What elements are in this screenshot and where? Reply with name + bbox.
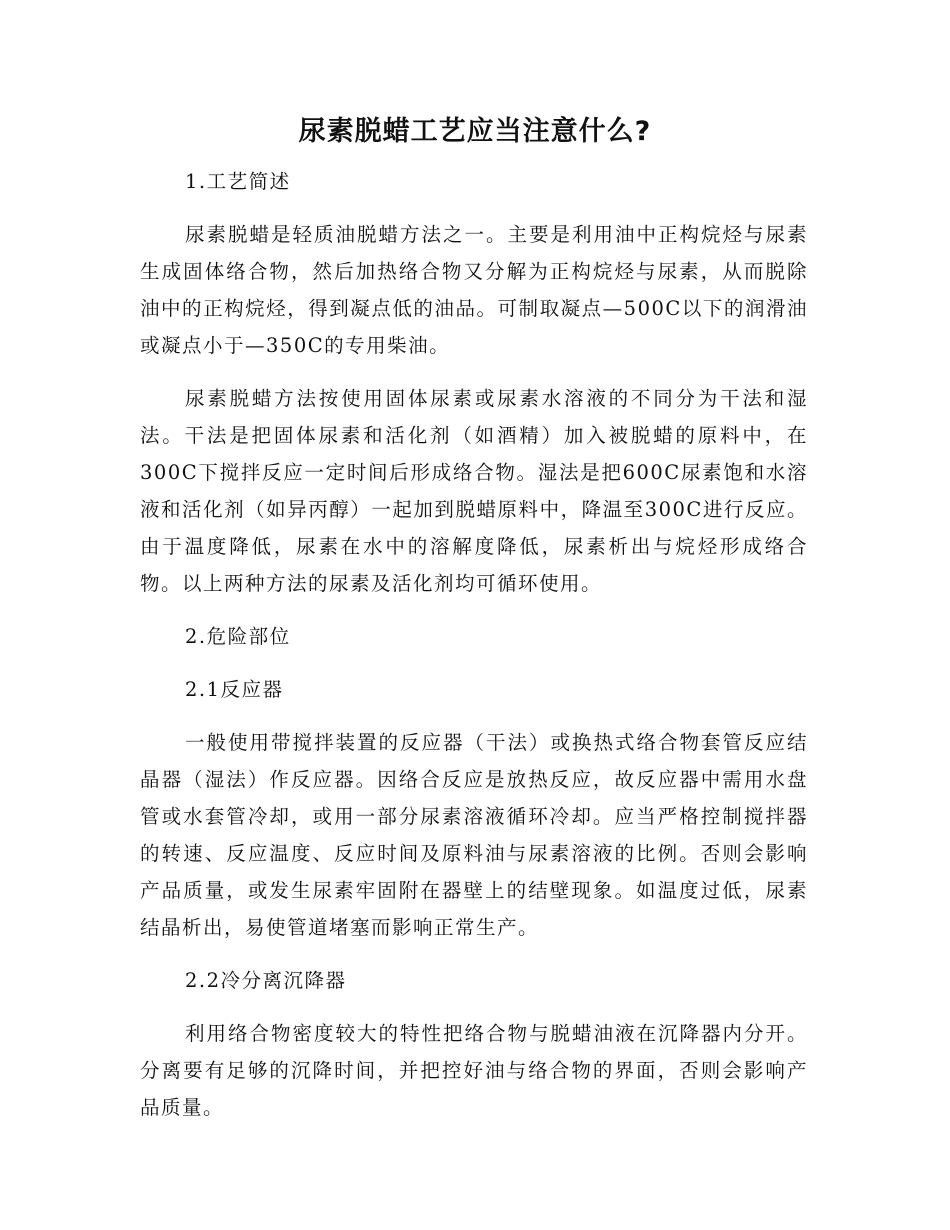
paragraph-process-overview: 尿素脱蜡是轻质油脱蜡方法之一。主要是利用油中正构烷烃与尿素生成固体络合物，然后加热络合物又分解为正构烷烃与尿素，从而脱除油中的正构烷烃，得到凝点低的油品。可制取凝点—500C以下的润滑油或凝点小于—350C的专用柴油。 bbox=[140, 223, 808, 357]
section-heading-2-1: 2.1反应器 bbox=[185, 678, 284, 701]
paragraph-reactor: 一般使用带搅拌装置的反应器（干法）或换热式络合物套管反应结晶器（湿法）作反应器。因络合反应是放热反应，故反应器中需用水盘管或水套管冷却，或用一部分尿素溶液循环冷却。应当严格控制搅拌器的转速、反应温度、反应时间及原料油与尿素溶液的比例。否则会影响产品质量，或发生尿素牢固附在器壁上的结壁现象。如温度过低，尿素结晶析出，易使管道堵塞而影响正常生产。 bbox=[140, 731, 808, 939]
paragraph-dewaxing-methods: 尿素脱蜡方法按使用固体尿素或尿素水溶液的不同分为干法和湿法。干法是把固体尿素和活化剂（如酒精）加入被脱蜡的原料中，在300C下搅拌反应一定时间后形成络合物。湿法是把600C尿素饱和水溶液和活化剂（如异丙醇）一起加到脱蜡原料中，降温至300C进行反应。由于温度降低，尿素在水中的溶解度降低，尿素析出与烷烃形成络合物。以上两种方法的尿素及活化剂均可循环使用。 bbox=[140, 387, 808, 595]
document-title: 尿素脱蜡工艺应当注意什么? bbox=[298, 116, 652, 147]
section-heading-2: 2.危险部位 bbox=[185, 625, 291, 648]
paragraph-settler: 利用络合物密度较大的特性把络合物与脱蜡油液在沉降器内分开。分离要有足够的沉降时间，并把控好油与络合物的界面，否则会影响产品质量。 bbox=[140, 1022, 808, 1119]
document-body bbox=[140, 163, 808, 1142]
section-heading-1: 1.工艺简述 bbox=[185, 170, 291, 193]
section-heading-2-2: 2.2冷分离沉降器 bbox=[185, 969, 347, 992]
